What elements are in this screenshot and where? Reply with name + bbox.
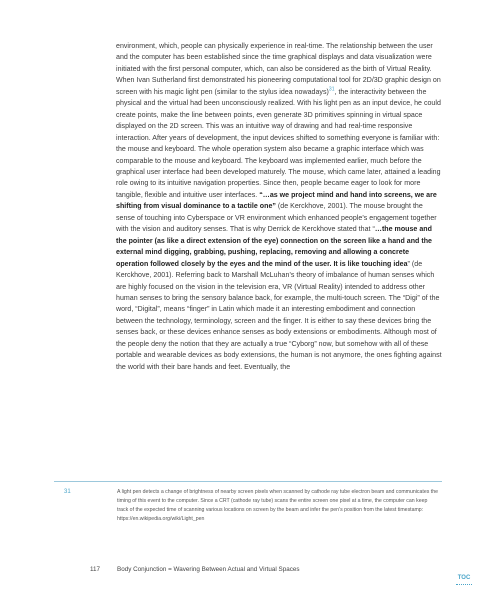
footnote-divider: [54, 481, 442, 482]
page-number: 117: [90, 566, 101, 573]
toc-underline: [456, 584, 472, 585]
body-text-segment: , the interactivity between the physical and the virtual had been unconsciously realized. With his light pen as an input device, he could create points, make the line between points, even generate 3D primitives spinning in virtual space displayed on the 2D screen. This was an intuitive way of drawing and had real-time responsive interaction. After years of development, the input devices shifted to something everyone is familiar with: the mouse and keyboard. The whole operation system also became a graphic interface which was comparable to the mouse and keyboard. The keyboard was implemented earlier, much before the graphical user interface had been developed maturely. The mouse, which came later, attained a leading role owing to its intuitive navigation properties. Since then, people became eager to look for more tangible, flexible and intuitive user interfaces.: [116, 88, 441, 199]
footnote-number: 31: [64, 489, 71, 495]
footnote-text: A light pen detects a change of brightness of nearby screen pixels when scanned by cathode ray tube electron beam and communicates the timing of this event to the computer. Since a CRT (cathode ray tube) scans the entire screen one pixel at a time, the computer can keep track of the expected time of scanning various locations on screen by the beam and infer the pen’s position from the latest timestamp: https://en.wikipedia.org/wiki/Light_pen: [117, 489, 438, 522]
body-text-segment: environment, which, people can physically experience in real-time. The relationship between the user and the computer has been established since the time graphical displays and data visualization were initiated with the first personal computer, which, can also be considered as the birth of Virtual Reality. When Ivan Sutherland first demonstrated his pioneering computational tool for 2D/3D graphic design on screen with his magic light pen (similar to the stylus idea nowadays): [116, 43, 441, 96]
body-text: [116, 41, 442, 373]
body-paragraph: [116, 41, 442, 373]
body-text-segment: (de Kerckhove, 2001). The mouse brought the sense of touching into Cyberspace or VR environment which enhanced people’s engagement together with the vision and auditory senses. That is why Derrick de Kerckhove stated that “: [116, 203, 437, 234]
toc-link[interactable]: TOC: [457, 575, 471, 581]
quote-bold: “…as we project mind and hand into screens, we are shifting from visual dominance to a tactile one”: [116, 191, 437, 211]
footnote-reference[interactable]: 31: [328, 86, 335, 93]
body-text-segment: ” (de Kerckhove, 2001). Referring back to Marshall McLuhan’s theory of imbalance of human senses which are highly focused on the vision in the television era, VR (Virtual Reality) intended to address other human senses to bring the sensory balance back, for example, the multi-touch screen. The “Digi” of the word, “Digital”, means “finger” in Latin which made it an interesting embodiment and connection between the technology, terminology, screen and the finger. It is either to say these devices bring the senses back, or these devices enhance senses as body extensions or embodiments. Although most of the people deny the notion that they are actually a true “Cyborg” now, but somehow with all of these portable and wearable devices as body extensions, the human is not anymore, the ones fighting against the world with their bare hands and feet. Eventually, the: [116, 260, 442, 371]
quote-bold: …the mouse and the pointer (as like a direct extension of the eye) connection on the screen like a hand and the external mind digging, grabbing, pushing, replacing, removing and allowing a concrete operation followed closely by the eyes and the mind of the user. It is like touching idea: [116, 226, 432, 268]
running-title: Body Conjunction = Wavering Between Actual and Virtual Spaces: [117, 566, 300, 573]
